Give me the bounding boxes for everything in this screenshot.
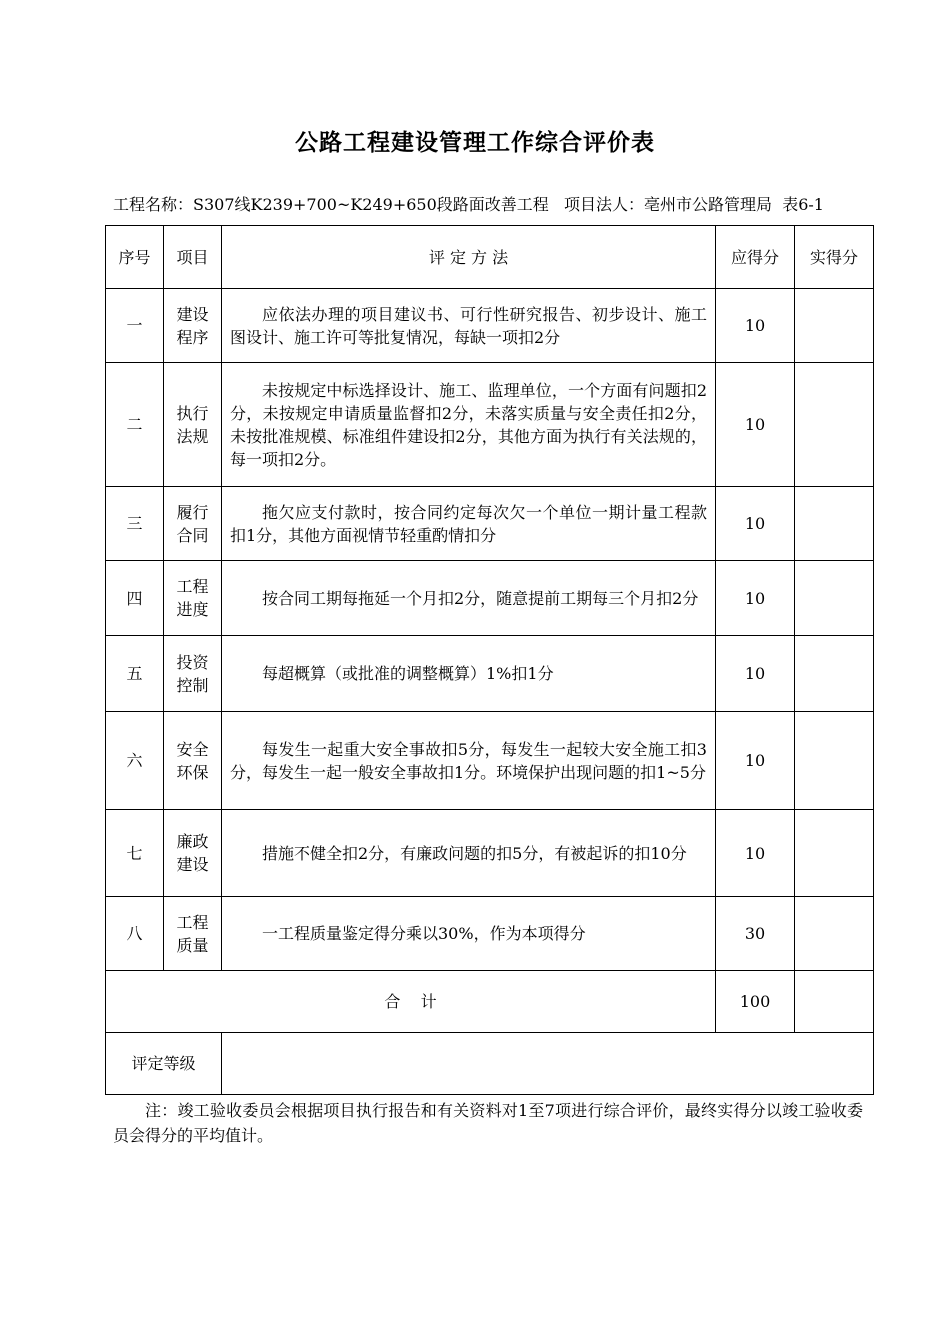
row-item: 安全环保 <box>164 712 222 810</box>
row-item: 履行合同 <box>164 487 222 561</box>
row-actual-input[interactable] <box>795 561 874 636</box>
total-row <box>106 971 874 1033</box>
row-actual-input[interactable] <box>795 636 874 712</box>
row-method: 一工程质量鉴定得分乘以30%，作为本项得分 <box>222 897 716 971</box>
row-no: 五 <box>106 636 164 712</box>
row-method: 应依法办理的项目建议书、可行性研究报告、初步设计、施工图设计、施工许可等批复情况，每缺一项扣2分 <box>222 289 716 363</box>
row-method: 拖欠应支付款时，按合同约定每次欠一个单位一期计量工程款扣1分，其他方面视情节轻重酌情扣分 <box>222 487 716 561</box>
table-row <box>106 363 874 487</box>
page-title: 公路工程建设管理工作综合评价表 <box>295 129 655 156</box>
row-score: 10 <box>716 636 795 712</box>
row-no: 二 <box>106 363 164 487</box>
row-score: 10 <box>716 712 795 810</box>
row-no: 四 <box>106 561 164 636</box>
row-score: 10 <box>716 810 795 897</box>
row-method: 每发生一起重大安全事故扣5分，每发生一起较大安全施工扣3分，每发生一起一般安全事故扣1分。环境保护出现问题的扣1~5分 <box>222 712 716 810</box>
row-actual-input[interactable] <box>795 810 874 897</box>
table-row <box>106 487 874 561</box>
row-score: 30 <box>716 897 795 971</box>
header-actual: 实得分 <box>795 226 874 289</box>
header-no: 序号 <box>106 226 164 289</box>
row-method: 按合同工期每拖延一个月扣2分，随意提前工期每三个月扣2分 <box>222 561 716 636</box>
table-row <box>106 897 874 971</box>
row-item: 执行法规 <box>164 363 222 487</box>
header-item: 项目 <box>164 226 222 289</box>
row-no: 七 <box>106 810 164 897</box>
grade-value-input[interactable] <box>222 1033 874 1095</box>
row-score: 10 <box>716 561 795 636</box>
row-score: 10 <box>716 289 795 363</box>
row-no: 六 <box>106 712 164 810</box>
footnote: 注：竣工验收委员会根据项目执行报告和有关资料对1至7项进行综合评价，最终实得分以竣工验收委员会得分的平均值计。 <box>113 1101 863 1145</box>
table-header-row <box>106 226 874 289</box>
row-item: 工程质量 <box>164 897 222 971</box>
row-actual-input[interactable] <box>795 897 874 971</box>
row-no: 八 <box>106 897 164 971</box>
table-row <box>106 712 874 810</box>
table-row <box>106 289 874 363</box>
total-actual-input[interactable] <box>795 971 874 1033</box>
row-actual-input[interactable] <box>795 487 874 561</box>
row-item: 工程进度 <box>164 561 222 636</box>
row-score: 10 <box>716 363 795 487</box>
row-score: 10 <box>716 487 795 561</box>
header-score: 应得分 <box>716 226 795 289</box>
table-row <box>106 636 874 712</box>
row-no: 三 <box>106 487 164 561</box>
total-score: 100 <box>716 971 795 1033</box>
row-method: 每超概算（或批准的调整概算）1%扣1分 <box>222 636 716 712</box>
table-row <box>106 561 874 636</box>
grade-label: 评定等级 <box>106 1033 222 1095</box>
table-row <box>106 810 874 897</box>
row-actual-input[interactable] <box>795 363 874 487</box>
row-item: 投资控制 <box>164 636 222 712</box>
row-actual-input[interactable] <box>795 712 874 810</box>
row-actual-input[interactable] <box>795 289 874 363</box>
row-no: 一 <box>106 289 164 363</box>
row-item: 廉政建设 <box>164 810 222 897</box>
row-method: 未按规定中标选择设计、施工、监理单位，一个方面有问题扣2分，未按规定申请质量监督扣2分，未落实质量与安全责任扣2分，未按批准规模、标准组件建设扣2分，其他方面为执行有关法规的，每一项扣2分。 <box>222 363 716 487</box>
header-method: 评 定 方 法 <box>222 226 716 289</box>
row-method: 措施不健全扣2分，有廉政问题的扣5分，有被起诉的扣10分 <box>222 810 716 897</box>
row-item: 建设程序 <box>164 289 222 363</box>
project-info: 工程名称：S307线K239+700~K249+650段路面改善工程 项目法人：亳州市公路管理局 表6-1 <box>113 195 824 214</box>
grade-row <box>106 1033 874 1095</box>
total-label: 合 计 <box>106 971 716 1033</box>
evaluation-table <box>105 225 874 1095</box>
